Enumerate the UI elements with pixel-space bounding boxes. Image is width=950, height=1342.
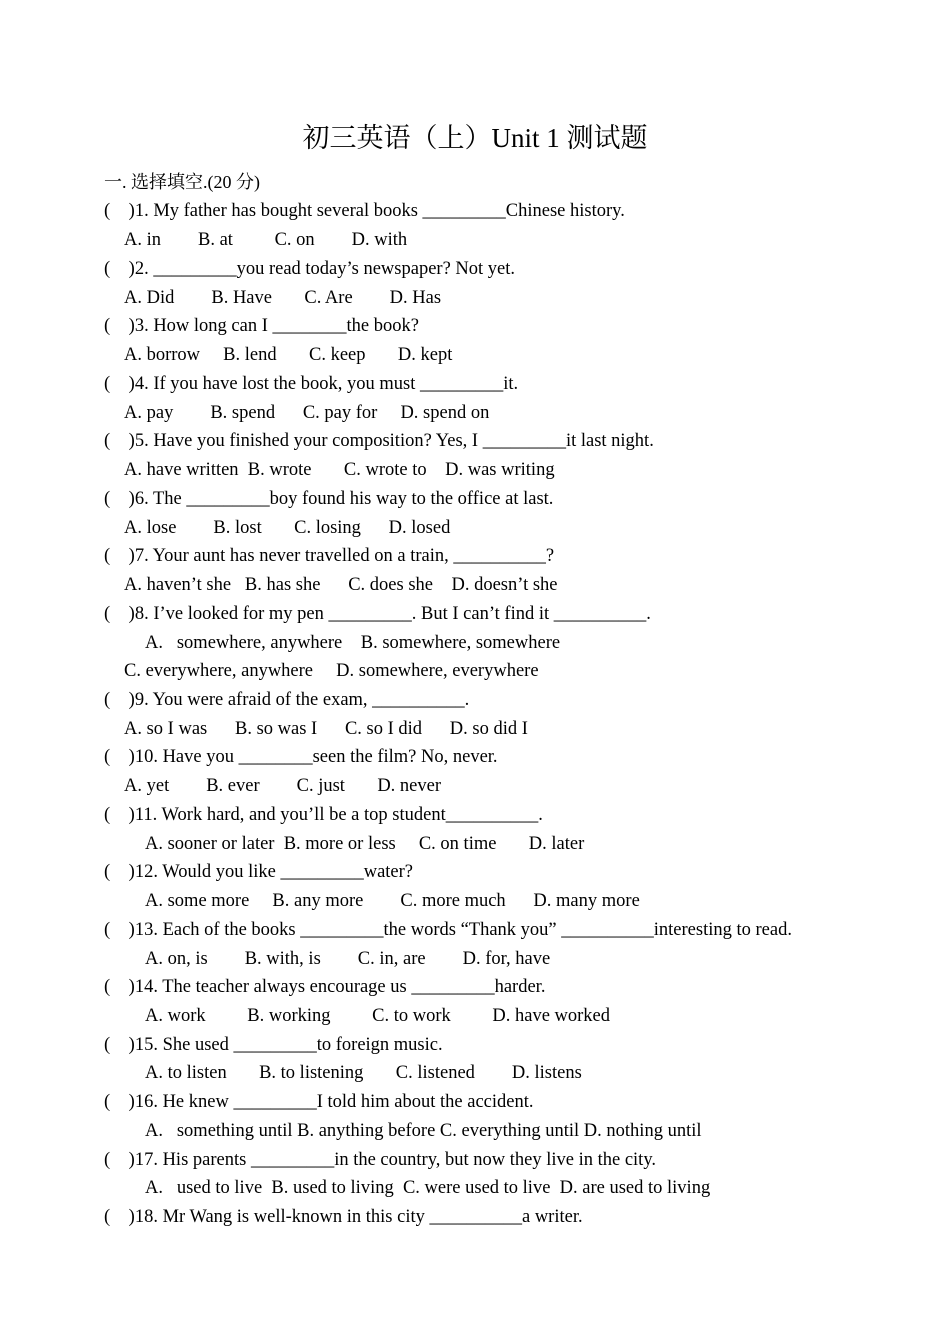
question-2-options: A. Did B. Have C. Are D. Has [124, 288, 442, 308]
question-8-options-line-1: A. somewhere, anywhere B. somewhere, somewhere [145, 633, 561, 653]
question-15-options: A. to listen B. to listening C. listened D. listens [145, 1063, 582, 1083]
question-3: ( )3. How long can I ________the book? [104, 316, 419, 336]
question-4: ( )4. If you have lost the book, you must _________it. [104, 374, 519, 394]
question-14-options: A. work B. working C. to work D. have worked [145, 1006, 611, 1026]
question-15: ( )15. She used _________to foreign music. [104, 1035, 443, 1055]
question-8: ( )8. I’ve looked for my pen _________. But I can’t find it __________. [104, 604, 651, 624]
question-9: ( )9. You were afraid of the exam, __________. [104, 690, 470, 710]
question-1: ( )1. My father has bought several books _________Chinese history. [104, 201, 625, 221]
question-18: ( )18. Mr Wang is well-known in this city __________a writer. [104, 1207, 583, 1227]
section-heading: 一. 选择填空.(20 分) [104, 172, 260, 192]
question-13-options: A. on, is B. with, is C. in, are D. for, have [145, 949, 551, 969]
question-8-options-line-2: C. everywhere, anywhere D. somewhere, everywhere [124, 661, 539, 681]
question-5-options: A. have written B. wrote C. wrote to D. was writing [124, 460, 555, 480]
question-6: ( )6. The _________boy found his way to the office at last. [104, 489, 554, 509]
question-13: ( )13. Each of the books _________the words “Thank you” __________interesting to read. [104, 920, 792, 940]
question-17: ( )17. His parents _________in the country, but now they live in the city. [104, 1150, 656, 1170]
question-1-options: A. in B. at C. on D. with [124, 230, 408, 250]
question-6-options: A. lose B. lost C. losing D. losed [124, 518, 451, 538]
question-14: ( )14. The teacher always encourage us _________harder. [104, 977, 546, 997]
question-17-options: A. used to live B. used to living C. were used to live D. are used to living [145, 1178, 711, 1198]
question-4-options: A. pay B. spend C. pay for D. spend on [124, 403, 490, 423]
question-9-options: A. so I was B. so was I C. so I did D. so did I [124, 719, 528, 739]
question-10-options: A. yet B. ever C. just D. never [124, 776, 442, 796]
question-12: ( )12. Would you like _________water? [104, 862, 414, 882]
question-7: ( )7. Your aunt has never travelled on a train, __________? [104, 546, 555, 566]
question-11-options: A. sooner or later B. more or less C. on time D. later [145, 834, 585, 854]
question-7-options: A. haven’t she B. has she C. does she D. doesn’t she [124, 575, 558, 595]
question-11: ( )11. Work hard, and you’ll be a top student__________. [104, 805, 543, 825]
question-2: ( )2. _________you read today’s newspaper? Not yet. [104, 259, 516, 279]
question-10: ( )10. Have you ________seen the film? No, never. [104, 747, 498, 767]
question-16-options: A. something until B. anything before C. everything until D. nothing until [145, 1121, 702, 1141]
page-title: 初三英语（上）Unit 1 测试题 [302, 123, 648, 153]
question-16: ( )16. He knew _________I told him about the accident. [104, 1092, 534, 1112]
question-5: ( )5. Have you finished your composition? Yes, I _________it last night. [104, 431, 654, 451]
question-12-options: A. some more B. any more C. more much D. many more [145, 891, 640, 911]
question-3-options: A. borrow B. lend C. keep D. kept [124, 345, 453, 365]
